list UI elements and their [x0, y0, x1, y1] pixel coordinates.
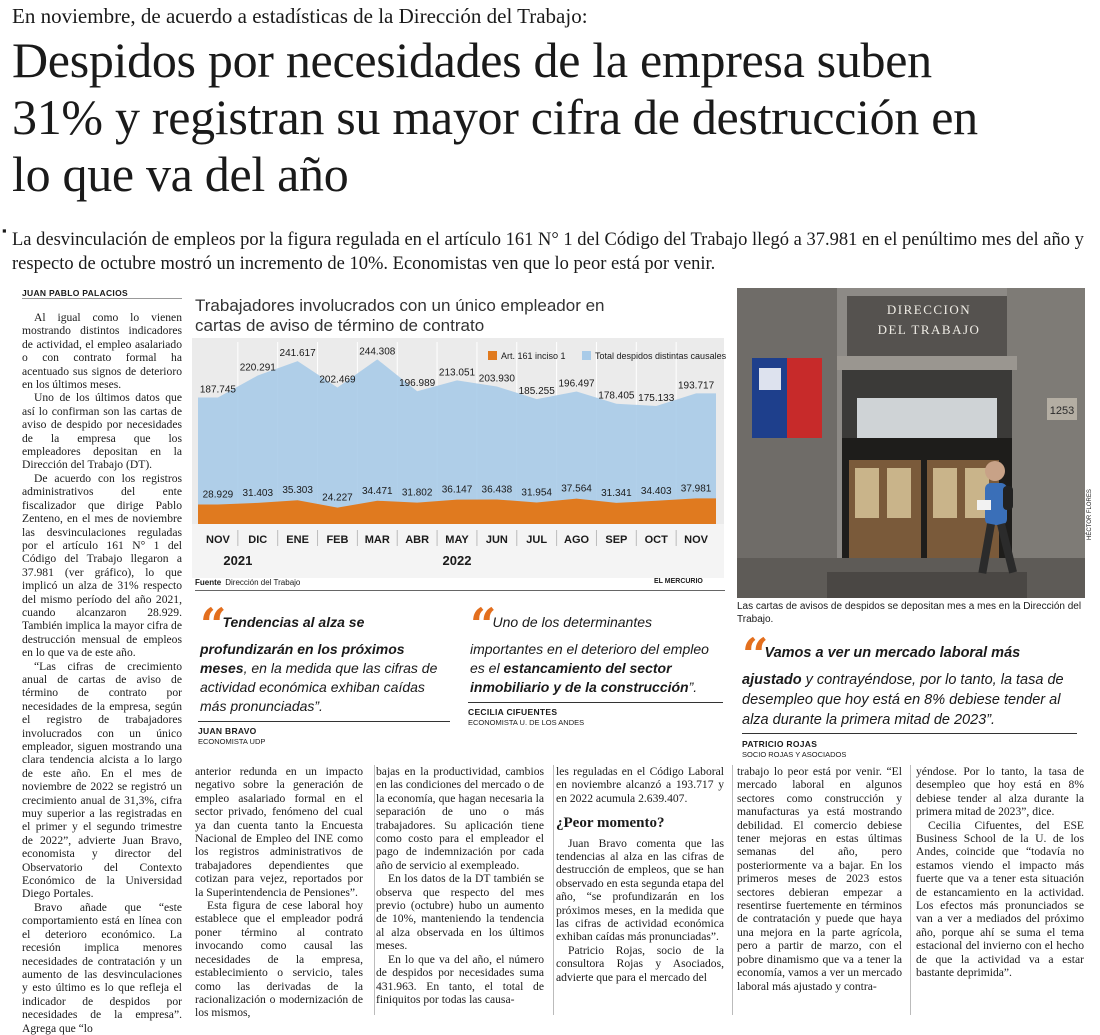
quote-pre: Uno de los determinantes importantes en el deterioro del empleo es el	[470, 614, 709, 676]
paragraph: Cecilia Cifuentes, del ESE Business School de la U. de los Andes, coincide que “todavía no estamos viendo el impacto más fuerte que va a tener esta situación de estancamiento en la actividad. Los efectos más pronunciados se van a ver a mediados del próximo año, porque ahí se suma el tema estacional del invierno con el hecho de que la actividad va a estar bastante deprimida”.	[916, 818, 1084, 980]
data-label: 36.438	[481, 484, 513, 496]
quote-bold: estancamiento del sector inmobiliario y de la construcción	[470, 660, 689, 695]
paragraph: En lo que va del año, el número de despidos por necesidades suma 431.963. En tanto, el total de finiquitos por todas las causa-	[376, 952, 544, 1006]
photo-credit: HÉCTOR FLORES	[1087, 489, 1093, 540]
quote-bold: Vamos a ver un mercado laboral más ajustado	[742, 645, 1021, 688]
data-label: 34.403	[640, 485, 672, 497]
data-label: 193.717	[677, 380, 715, 392]
column-divider	[553, 765, 554, 1015]
source-text: Dirección del Trabajo	[225, 578, 301, 587]
quote-rule	[198, 721, 450, 722]
quote-author: CECILIA CIFUENTES	[468, 707, 558, 717]
lead-marker: ▪	[2, 223, 7, 238]
subheading: ¿Peor momento?	[556, 815, 665, 832]
paragraph: Al igual como lo vienen mostrando distintos indicadores de actividad, el empleo asalariado o con contrato formal ha acentuado sus signos de deterioro en los últimos meses.	[22, 311, 182, 392]
source-label: Fuente	[195, 578, 222, 587]
data-label: 203.930	[478, 373, 515, 385]
data-label: 220.291	[239, 362, 276, 374]
data-label: 178.405	[598, 390, 635, 402]
quote-rest: ”.	[688, 679, 698, 695]
paragraph: Esta figura de cese laboral hoy establece que el empleador podrá poner término al contrato invocando como causal las necesidades de la empresa, establecimiento o servicio, tales como las derivadas de la racionalización o modernización de los mismos,	[195, 899, 363, 1020]
data-label: 24.227	[322, 492, 353, 504]
photo-street-number: 1253	[1049, 405, 1075, 417]
x-tick-label: JUN	[485, 534, 508, 546]
quote-mark-icon: “	[470, 598, 489, 652]
building-illustration	[737, 288, 1085, 598]
quote-mark-icon: “	[200, 598, 219, 652]
data-label: 31.403	[242, 487, 274, 499]
quote-role: ECONOMISTA U. DE LOS ANDES	[468, 718, 585, 727]
byline-rule	[22, 298, 182, 299]
paragraph: les reguladas en el Código Laboral en noviembre alcanzó a 193.717 y en 2022 acumula 2.639.407.	[556, 765, 724, 805]
body-column-2	[195, 765, 363, 1020]
data-label: 244.308	[359, 346, 396, 358]
quote-role: ECONOMISTA UDP	[198, 737, 266, 746]
year-label-2021: 2021	[223, 553, 253, 568]
chart-outlet: EL MERCURIO	[654, 578, 703, 585]
x-tick-label: ENE	[286, 534, 309, 546]
body-column-6	[916, 765, 1084, 1017]
photo-sign-line2: DEL TRABAJO	[877, 322, 981, 337]
paragraph: Juan Bravo comenta que las tendencias al alza en las cifras de destrucción de empleos, que se han observado en esta segunda etapa del año, “se profundizarán en los próximos meses, en la medida que las cifras de actividad económica exhiban caídas más pronunciadas”.	[556, 836, 724, 944]
quote-rest: y contrayéndose, por lo tanto, la tasa de desempleo que hoy está en 8% debiese tender al alza durante la primera mitad de 2023”.	[742, 672, 1064, 728]
x-tick-label: ABR	[405, 534, 430, 546]
axis-band	[192, 524, 724, 578]
pull-quote-2	[470, 598, 720, 697]
data-label: 196.989	[399, 378, 436, 390]
data-label: 185.255	[518, 386, 555, 398]
x-tick-label: SEP	[605, 534, 628, 546]
column-divider	[732, 765, 733, 1015]
quote-author: PATRICIO ROJAS	[742, 739, 818, 749]
photo-sign-line1: DIRECCION	[886, 302, 972, 317]
year-label-2022: 2022	[442, 553, 472, 568]
body-column-4	[556, 765, 724, 1017]
legend-label-total: Total despidos distintas causales	[595, 351, 727, 361]
data-label: 31.954	[521, 487, 552, 499]
body-column-1	[22, 311, 182, 1035]
paragraph: yéndose. Por lo tanto, la tasa de desempleo que hoy está en 8% debiese tender al alza durante la primera mitad de 2023”, dice.	[916, 765, 1084, 819]
data-label: 31.341	[601, 487, 632, 499]
data-label: 35.303	[282, 485, 313, 497]
x-tick-label: AGO	[564, 534, 590, 546]
quote-rest: , en la medida que las cifras de actividad económica exhiban caídas más pronunciadas”.	[200, 660, 438, 714]
series-area-art161	[198, 498, 716, 524]
byline: JUAN PABLO PALACIOS	[22, 288, 128, 298]
paragraph: “Las cifras de crecimiento anual de cartas de aviso de término de contrato por necesidades de la empresa, según el registro de trabajadores involucrados con un único empleador, siguen mostrando una clara tendencia alcista a lo largo de este año. En el mes de noviembre de 2022 se registró un crecimiento anual de 31,3%, cifra muy superior a las registradas en el primer y el segundo trimestre de 2022”, advierte Juan Bravo, economista y director del Observatorio del Contexto Económico de la Universidad Diego Portales.	[22, 659, 182, 901]
paragraph: anterior redunda en un impacto negativo sobre la generación de empleo asalariado formal en el sector privado, fenómeno del cual ya dan cuenta tanto la Encuesta Nacional de Empleo del INE como los registros administrativos de trabajadores dependientes que cotizan para vejez, reportados por la Superintendencia de Pensiones”.	[195, 765, 363, 899]
paragraph: Uno de los últimos datos que así lo confirman son las cartas de aviso de despido por necesidades de la empresa que los empleadores depositan en la Dirección del Trabajo (DT).	[22, 391, 182, 472]
quote-rule	[742, 733, 1077, 734]
column-divider	[374, 765, 375, 1015]
legend-swatch-art161	[488, 351, 497, 360]
column-divider	[910, 765, 911, 1015]
legend-label-art161: Art. 161 inciso 1	[501, 351, 566, 361]
chart-bottom-rule	[195, 590, 725, 591]
headline: Despidos por necesidades de la empresa suben 31% y registran su mayor cifra de destrucción en lo que va del año	[12, 32, 978, 202]
lead-paragraph	[2, 223, 1097, 276]
paragraph: trabajo lo peor está por venir. “El mercado laboral en algunos sectores como construcción y manufacturas ya está mostrando debilidad. El comercio debiese tener mejoras en estas últimas semanas del año, pero posteriormente va a bajar. En los primeros meses de 2023 estos sectores debieran empezar a resentirse fuertemente en términos de contratación y puede que haya una mejora en la parte agrícola, pero a partir de marzo, con el pobre dinamismo que va a tener la economía, vamos a ver un mercado laboral más ajustado y contra-	[737, 765, 902, 993]
photo	[737, 288, 1085, 598]
x-tick-label: JUL	[526, 534, 548, 546]
body-column-5	[737, 765, 902, 1017]
pull-quote-1	[200, 598, 450, 716]
pull-quote-3	[742, 628, 1072, 730]
lead-text: La desvinculación de empleos por la figura regulada en el artículo 161 N° 1 del Código del Trabajo llegó a 37.981 en el penúltimo mes del año y respecto de octubre mostró un incremento de 10%. Economistas ven que lo peor está por venir.	[12, 230, 1084, 274]
data-label: 36.147	[441, 484, 473, 496]
paragraph: bajas en la productividad, cambios en las condiciones del mercado o de la economía, que hagan necesaria la separación de uno o más trabajadores. Su aplicación tiene como costo para el empleador el pago de indemnización por cada año de servicio al exempleado.	[376, 765, 544, 872]
chart-source	[195, 578, 300, 587]
quote-role: SOCIO ROJAS Y ASOCIADOS	[742, 750, 847, 759]
x-tick-label: NOV	[206, 534, 230, 546]
data-label: 202.469	[319, 374, 356, 386]
quote-rule	[468, 702, 723, 703]
data-label: 31.802	[401, 487, 433, 499]
quote-mark-icon: “	[742, 628, 761, 682]
legend-swatch-total	[582, 351, 591, 360]
quote-bold: Tendencias al alza se profundizarán en los próximos meses	[200, 614, 405, 676]
paragraph: De acuerdo con los registros administrativos del ente fiscalizador que dirige Pablo Zenteno, en el mes de noviembre las desvinculaciones reguladas por el artículo 161 N° 1 del Código del Trabajo llegaron a 37.981 (ver gráfico), lo que implicó un alza de 31% respecto del mismo período del año 2021, cuando alcanzaron 28.929. También implica la mayor cifra de destrucción mensual de empleos en lo que va de este año.	[22, 471, 182, 660]
data-label: 37.564	[561, 483, 592, 495]
data-label: 187.745	[199, 384, 237, 396]
chart	[192, 338, 727, 578]
data-label: 196.497	[558, 378, 595, 390]
data-label: 213.051	[438, 367, 476, 379]
body-column-3	[376, 765, 544, 1017]
x-tick-label: NOV	[684, 534, 708, 546]
data-label: 28.929	[202, 489, 234, 501]
paragraph: Patricio Rojas, socio de la consultora Rojas y Asociados, advierte que para el mercado del	[556, 943, 724, 984]
x-tick-label: FEB	[326, 534, 349, 546]
quote-author: JUAN BRAVO	[198, 726, 257, 736]
paragraph: Bravo añade que “este comportamiento está en línea con el deterioro económico. La recesión implica menores necesidades de contratación y un aumento de las desvinculaciones y esto último es lo que refleja el indicador de despidos por necesidades de la empresa”. Agrega que “lo	[22, 900, 182, 1035]
x-tick-label: OCT	[644, 534, 668, 546]
data-label: 34.471	[362, 485, 393, 497]
x-tick-label: DIC	[248, 534, 268, 546]
data-label: 175.133	[638, 392, 675, 404]
photo-caption: Las cartas de avisos de despidos se depositan mes a mes en la Dirección del Trabajo.	[737, 601, 1082, 625]
kicker: En noviembre, de acuerdo a estadísticas de la Dirección del Trabajo:	[12, 4, 588, 28]
chart-title: Trabajadores involucrados con un único empleador en cartas de aviso de término de contrato	[195, 296, 605, 335]
data-label: 37.981	[680, 483, 712, 495]
x-tick-label: MAY	[445, 534, 469, 546]
paragraph: En los datos de la DT también se observa que respecto del mes previo (octubre) hubo un aumento de 10%, manteniendo la tendencia al alza observada en los últimos meses.	[376, 872, 544, 953]
x-tick-label: MAR	[364, 534, 390, 546]
data-label: 241.617	[279, 348, 316, 360]
